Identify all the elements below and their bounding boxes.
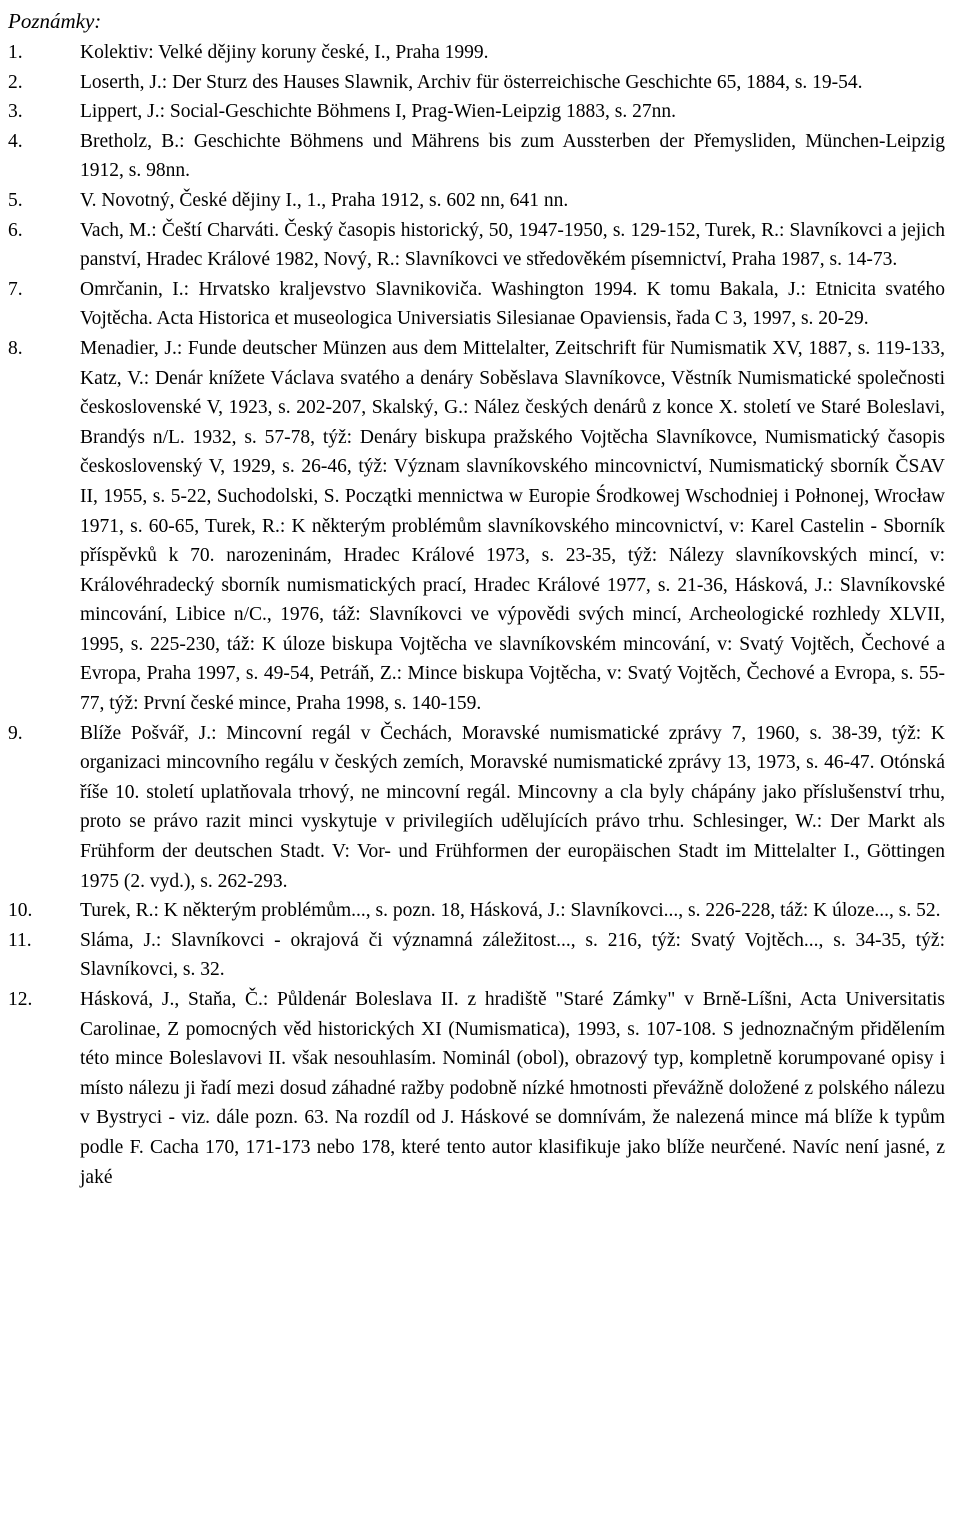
- note-number: 12.: [8, 989, 33, 1010]
- note-text: Sláma, J.: Slavníkovci - okrajová či významná záležitost..., s. 216, týž: Svatý Vojtěch..., s. 34-35, týž: Slavníkovci, s. 32.: [80, 929, 945, 981]
- note-number: 3.: [8, 101, 23, 123]
- note-text: Lippert, J.: Social-Geschichte Böhmens I, Prag-Wien-Leipzig 1883, s. 27nn.: [80, 101, 676, 123]
- note-text: Bretholz, B.: Geschichte Böhmens und Mährens bis zum Aussterben der Přemysliden, München-Leipzig 1912, s. 98nn.: [80, 130, 945, 182]
- note-number: 9.: [8, 722, 23, 744]
- note-number: 7.: [8, 278, 23, 300]
- note-text: Turek, R.: K některým problémům..., s. pozn. 18, Hásková, J.: Slavníkovci..., s. 226-228, táž: K úloze..., s. 52.: [80, 900, 941, 922]
- note-number: 8.: [8, 337, 23, 359]
- note-item: [8, 275, 945, 334]
- note-text: V. Novotný, České dějiny I., 1., Praha 1912, s. 602 nn, 641 nn.: [80, 189, 569, 211]
- note-text: Vach, M.: Čeští Charváti. Český časopis historický, 50, 1947-1950, s. 129-152, Turek, R.: Slavníkovci a jejich panství, Hradec Králové 1982, Nový, R.: Slavníkovci ve středověkém písemnictví, Praha 1987, s. 14-73.: [80, 219, 945, 271]
- note-item: [8, 127, 945, 186]
- note-item: [8, 896, 945, 926]
- note-item: [8, 216, 945, 275]
- note-number: 10.: [8, 900, 33, 922]
- note-item: [8, 719, 945, 897]
- note-item: [8, 97, 945, 127]
- note-text: Blíže Pošvář, J.: Mincovní regál v Čechách, Moravské numismatické zprávy 7, 1960, s. 38-39, týž: K organizaci mincovního regálu v českých zemích, Moravské numismatické zprávy 13, 1973, s. 46-47. Otónská říše 10. století uplatňovala trhový, ne mincovní regál. Mincovny a cla byly chápány jako příslušenství trhu, proto se právo razit minci vyskytuje v privilegiích udělujících právo trhu. Schlesinger, W.: Der Markt als Frühform der deutschen Stadt. V: Vor- und Frühformen der europäischen Stadt im Mittelalter I., Göttingen 1975 (2. vyd.), s. 262-293.: [80, 722, 945, 892]
- notes-heading: Poznámky:: [8, 9, 102, 33]
- note-number: 6.: [8, 219, 23, 241]
- note-number: 11.: [8, 929, 32, 951]
- note-text: Loserth, J.: Der Sturz des Hauses Slawnik, Archiv für österreichische Geschichte 65, 1884, s. 19-54.: [80, 71, 863, 93]
- note-number: 1.: [8, 42, 23, 63]
- note-item: [8, 68, 945, 98]
- note-item: [8, 38, 945, 68]
- note-item: [8, 186, 945, 216]
- note-number: 4.: [8, 130, 23, 152]
- notes-list: [8, 38, 945, 1192]
- note-item: [8, 334, 945, 719]
- note-item: [8, 926, 945, 985]
- note-number: 2.: [8, 71, 23, 93]
- note-number: 5.: [8, 189, 23, 211]
- note-item: [8, 985, 945, 1192]
- note-text: Kolektiv: Velké dějiny koruny české, I., Praha 1999.: [80, 42, 489, 63]
- note-text: Menadier, J.: Funde deutscher Münzen aus dem Mittelalter, Zeitschrift für Numismatik XV, 1887, s. 119-133, Katz, V.: Denár knížete Václava svatého a denáry Soběslava Slavníkovce, Věstník Numismatické společnosti československé V, 1923, s. 202-207, Skalský, G.: Nález českých denárů z konce X. století ve Staré Boleslavi, Brandýs n/L. 1932, s. 57-78, týž: Denáry biskupa pražského Vojtěcha Slavníkovce, Numismatický časopis československý V, 1929, s. 26-46, týž: Význam slavníkovského mincovnictví, Numismatický sborník ČSAV II, 1955, s. 5-22, Suchodolski, S. Początki mennictwa w Europie Środkowej Wschodniej i Połnonej, Wrocław 1971, s. 60-65, Turek, R.: K některým problémům slavníkovského mincovnictví, v: Karel Castelin - Sborník příspěvků k 70. narozeninám, Hradec Králové 1973, s. 23-35, týž: Nálezy slavníkovských mincí, v: Královéhradecký sborník numismatických prací, Hradec Králové 1977, s. 21-36, Hásková, J.: Slavníkovské mincování, Libice n/C., 1976, táž: Slavníkovci ve výpovědi svých mincí, Archeologické rozhledy XLVII, 1995, s. 225-230, táž: K úloze biskupa Vojtěcha ve slavníkovském mincování, v: Svatý Vojtěch, Čechové a Evropa, Praha 1997, s. 49-54, Petráň, Z.: Mince biskupa Vojtěcha, v: Svatý Vojtěch, Čechové a Evropa, s. 55-77, týž: První české mince, Praha 1998, s. 140-159.: [80, 337, 945, 715]
- note-text: Omrčanin, I.: Hrvatsko kraljevstvo Slavnikoviča. Washington 1994. K tomu Bakala, J.: Etnicita svatého Vojtěcha. Acta Historica et museologica Universiatis Silesianae Opaviensis, řada C 3, 1997, s. 20-29.: [80, 278, 945, 330]
- note-text: Hásková, J., Staňa, Č.: Půldenár Boleslava II. z hradiště "Staré Zámky" v Brně-Líšni, Acta Universitatis Carolinae, Z pomocných věd historických XI (Numismatica), 1993, s. 107-108. S jednoznačným přidělením této mince Boleslavovi II. však nesouhlasím. Nominál (obol), obrazový typ, kompletně korumpované opisy i místo nálezu ji řadí mezi dosud záhadné ražby podobně nízké hmotnosti převážně doložené z polského nálezu v Bystryci - viz. dále pozn. 63. Na rozdíl od J. Háskové se domnívám, že nalezená mince má blíže k typům podle F. Cacha 170, 171-173 nebo 178, které tento autor klasifikuje jako blíže neurčené. Navíc není jasné, z jaké: [80, 989, 945, 1188]
